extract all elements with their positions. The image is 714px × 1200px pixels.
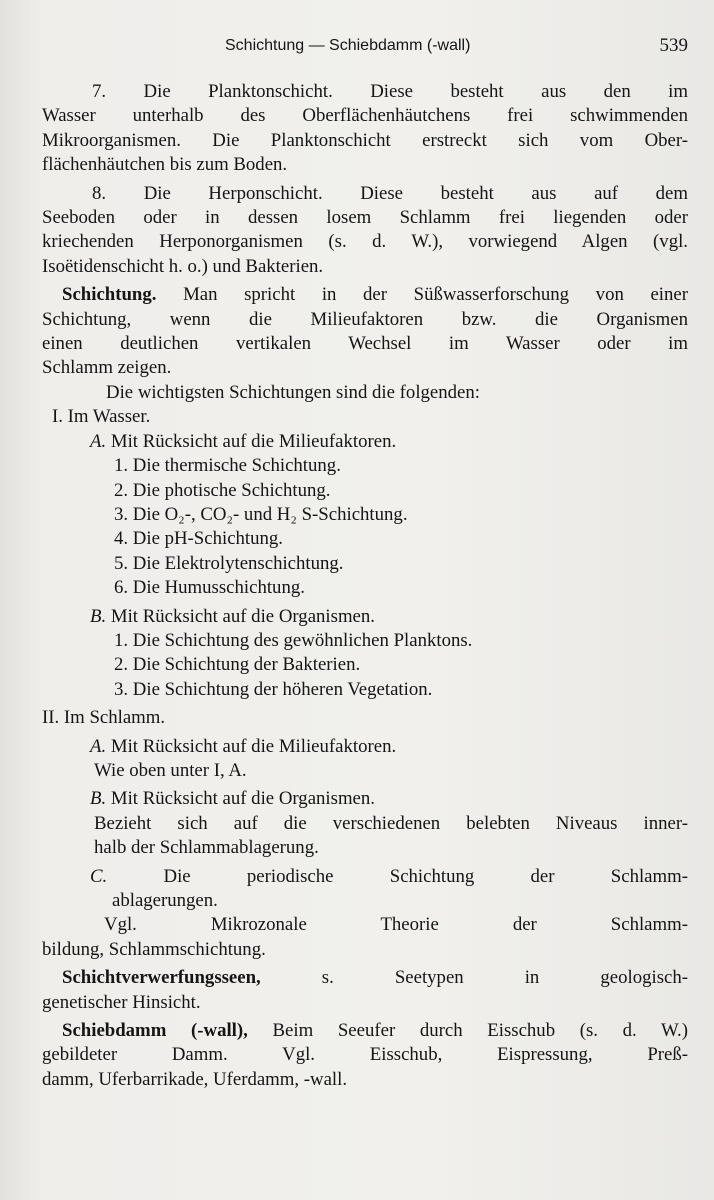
outline-heading: II. Im Schlamm. xyxy=(42,707,166,729)
running-title: Schichtung — Schiebdamm (-wall) xyxy=(225,37,471,54)
text-line: Wasser unterhalb des Oberflächenhäutchens frei schwimmenden xyxy=(42,105,688,127)
paragraph-herponschicht xyxy=(42,182,688,280)
text-line: halb der Schlammablagerung. xyxy=(94,837,319,859)
text-line: Schichtung. Man spricht in der Süßwasserforschung von einer xyxy=(62,284,688,306)
list-item: 3. Die O₂-, CO₂- und H₂ S-Schichtung. xyxy=(114,503,408,525)
paragraph-planktonschicht xyxy=(42,80,688,178)
headword: Schiebdamm (-wall), xyxy=(62,1020,248,1042)
text-line: bildung, Schlammschichtung. xyxy=(42,938,266,960)
text-line: 8. Die Herponschicht. Diese besteht aus auf dem xyxy=(92,182,688,204)
text-line: kriechenden Herponorganismen (s. d. W.), vorwiegend Algen (vgl. xyxy=(42,231,688,253)
text-line: Isoëtidenschicht h. o.) und Bakterien. xyxy=(42,255,324,277)
text-line: Vgl. Mikrozonale Theorie der Schlamm- xyxy=(104,914,688,936)
text-line: Schiebdamm (-wall), Beim Seeufer durch Eisschub (s. d. W.) xyxy=(62,1020,688,1042)
text-line: Mikroorganismen. Die Planktonschicht erstreckt sich vom Ober- xyxy=(42,129,688,151)
text-line: gebildeter Damm. Vgl. Eisschub, Eispressung, Preß- xyxy=(42,1044,688,1066)
text-line: 7. Die Planktonschicht. Diese besteht aus den im xyxy=(92,81,688,102)
text-line: Schlamm zeigen. xyxy=(42,357,172,379)
text-line: Wie oben unter I, A. xyxy=(94,759,247,781)
text-line: Bezieht sich auf die verschiedenen belebten Niveaus inner- xyxy=(94,812,688,834)
entry-schichtverwerfungsseen xyxy=(42,966,688,1015)
text-line: flächenhäutchen bis zum Boden. xyxy=(42,154,288,176)
outline-subheading: A. Mit Rücksicht auf die Milieufaktoren. xyxy=(90,735,397,757)
text-line: Die wichtigsten Schichtungen sind die folgenden: xyxy=(106,381,480,403)
running-header xyxy=(0,35,714,63)
outline-subheading: A. Mit Rücksicht auf die Milieufaktoren. xyxy=(90,430,397,452)
headword: Schichtung. xyxy=(62,284,157,306)
list-item: 3. Die Schichtung der höheren Vegetation. xyxy=(114,678,433,700)
page-number: 539 xyxy=(659,35,688,56)
entry-schichtung xyxy=(42,283,688,381)
text-line: Schichtverwerfungsseen, s. Seetypen in geologisch- xyxy=(62,967,688,989)
list-item: 2. Die photische Schichtung. xyxy=(114,479,331,501)
list-item: 1. Die Schichtung des gewöhnlichen Planktons. xyxy=(114,629,473,651)
list-item: 4. Die pH-Schichtung. xyxy=(114,528,284,550)
outline-subheading: B. Mit Rücksicht auf die Organismen. xyxy=(90,605,375,627)
headword: Schichtverwerfungsseen, xyxy=(62,967,261,989)
text-line: Seeboden oder in dessen losem Schlamm frei liegenden oder xyxy=(42,207,688,229)
page-body xyxy=(42,80,688,1092)
list-item: 6. Die Humusschichtung. xyxy=(114,577,305,599)
text-line: damm, Uferbarrikade, Uferdamm, -wall. xyxy=(42,1068,348,1090)
outline-subheading: C. Die periodische Schichtung der Schlamm- xyxy=(90,865,688,887)
list-item: 1. Die thermische Schichtung. xyxy=(114,455,341,477)
entry-schiebdamm xyxy=(42,1019,688,1092)
outline-subheading: B. Mit Rücksicht auf die Organismen. xyxy=(90,788,375,810)
outline-heading: I. Im Wasser. xyxy=(52,406,151,428)
text-line: Schichtung, wenn die Milieufaktoren bzw. die Organismen xyxy=(42,308,688,330)
text-line: einen deutlichen vertikalen Wechsel im Wasser oder im xyxy=(42,333,688,355)
text-line: ablagerungen. xyxy=(112,890,218,911)
text-line: genetischer Hinsicht. xyxy=(42,991,201,1013)
list-item: 5. Die Elektrolytenschichtung. xyxy=(114,552,344,574)
outline-schichtungen xyxy=(42,381,688,962)
list-item: 2. Die Schichtung der Bakterien. xyxy=(114,654,361,676)
